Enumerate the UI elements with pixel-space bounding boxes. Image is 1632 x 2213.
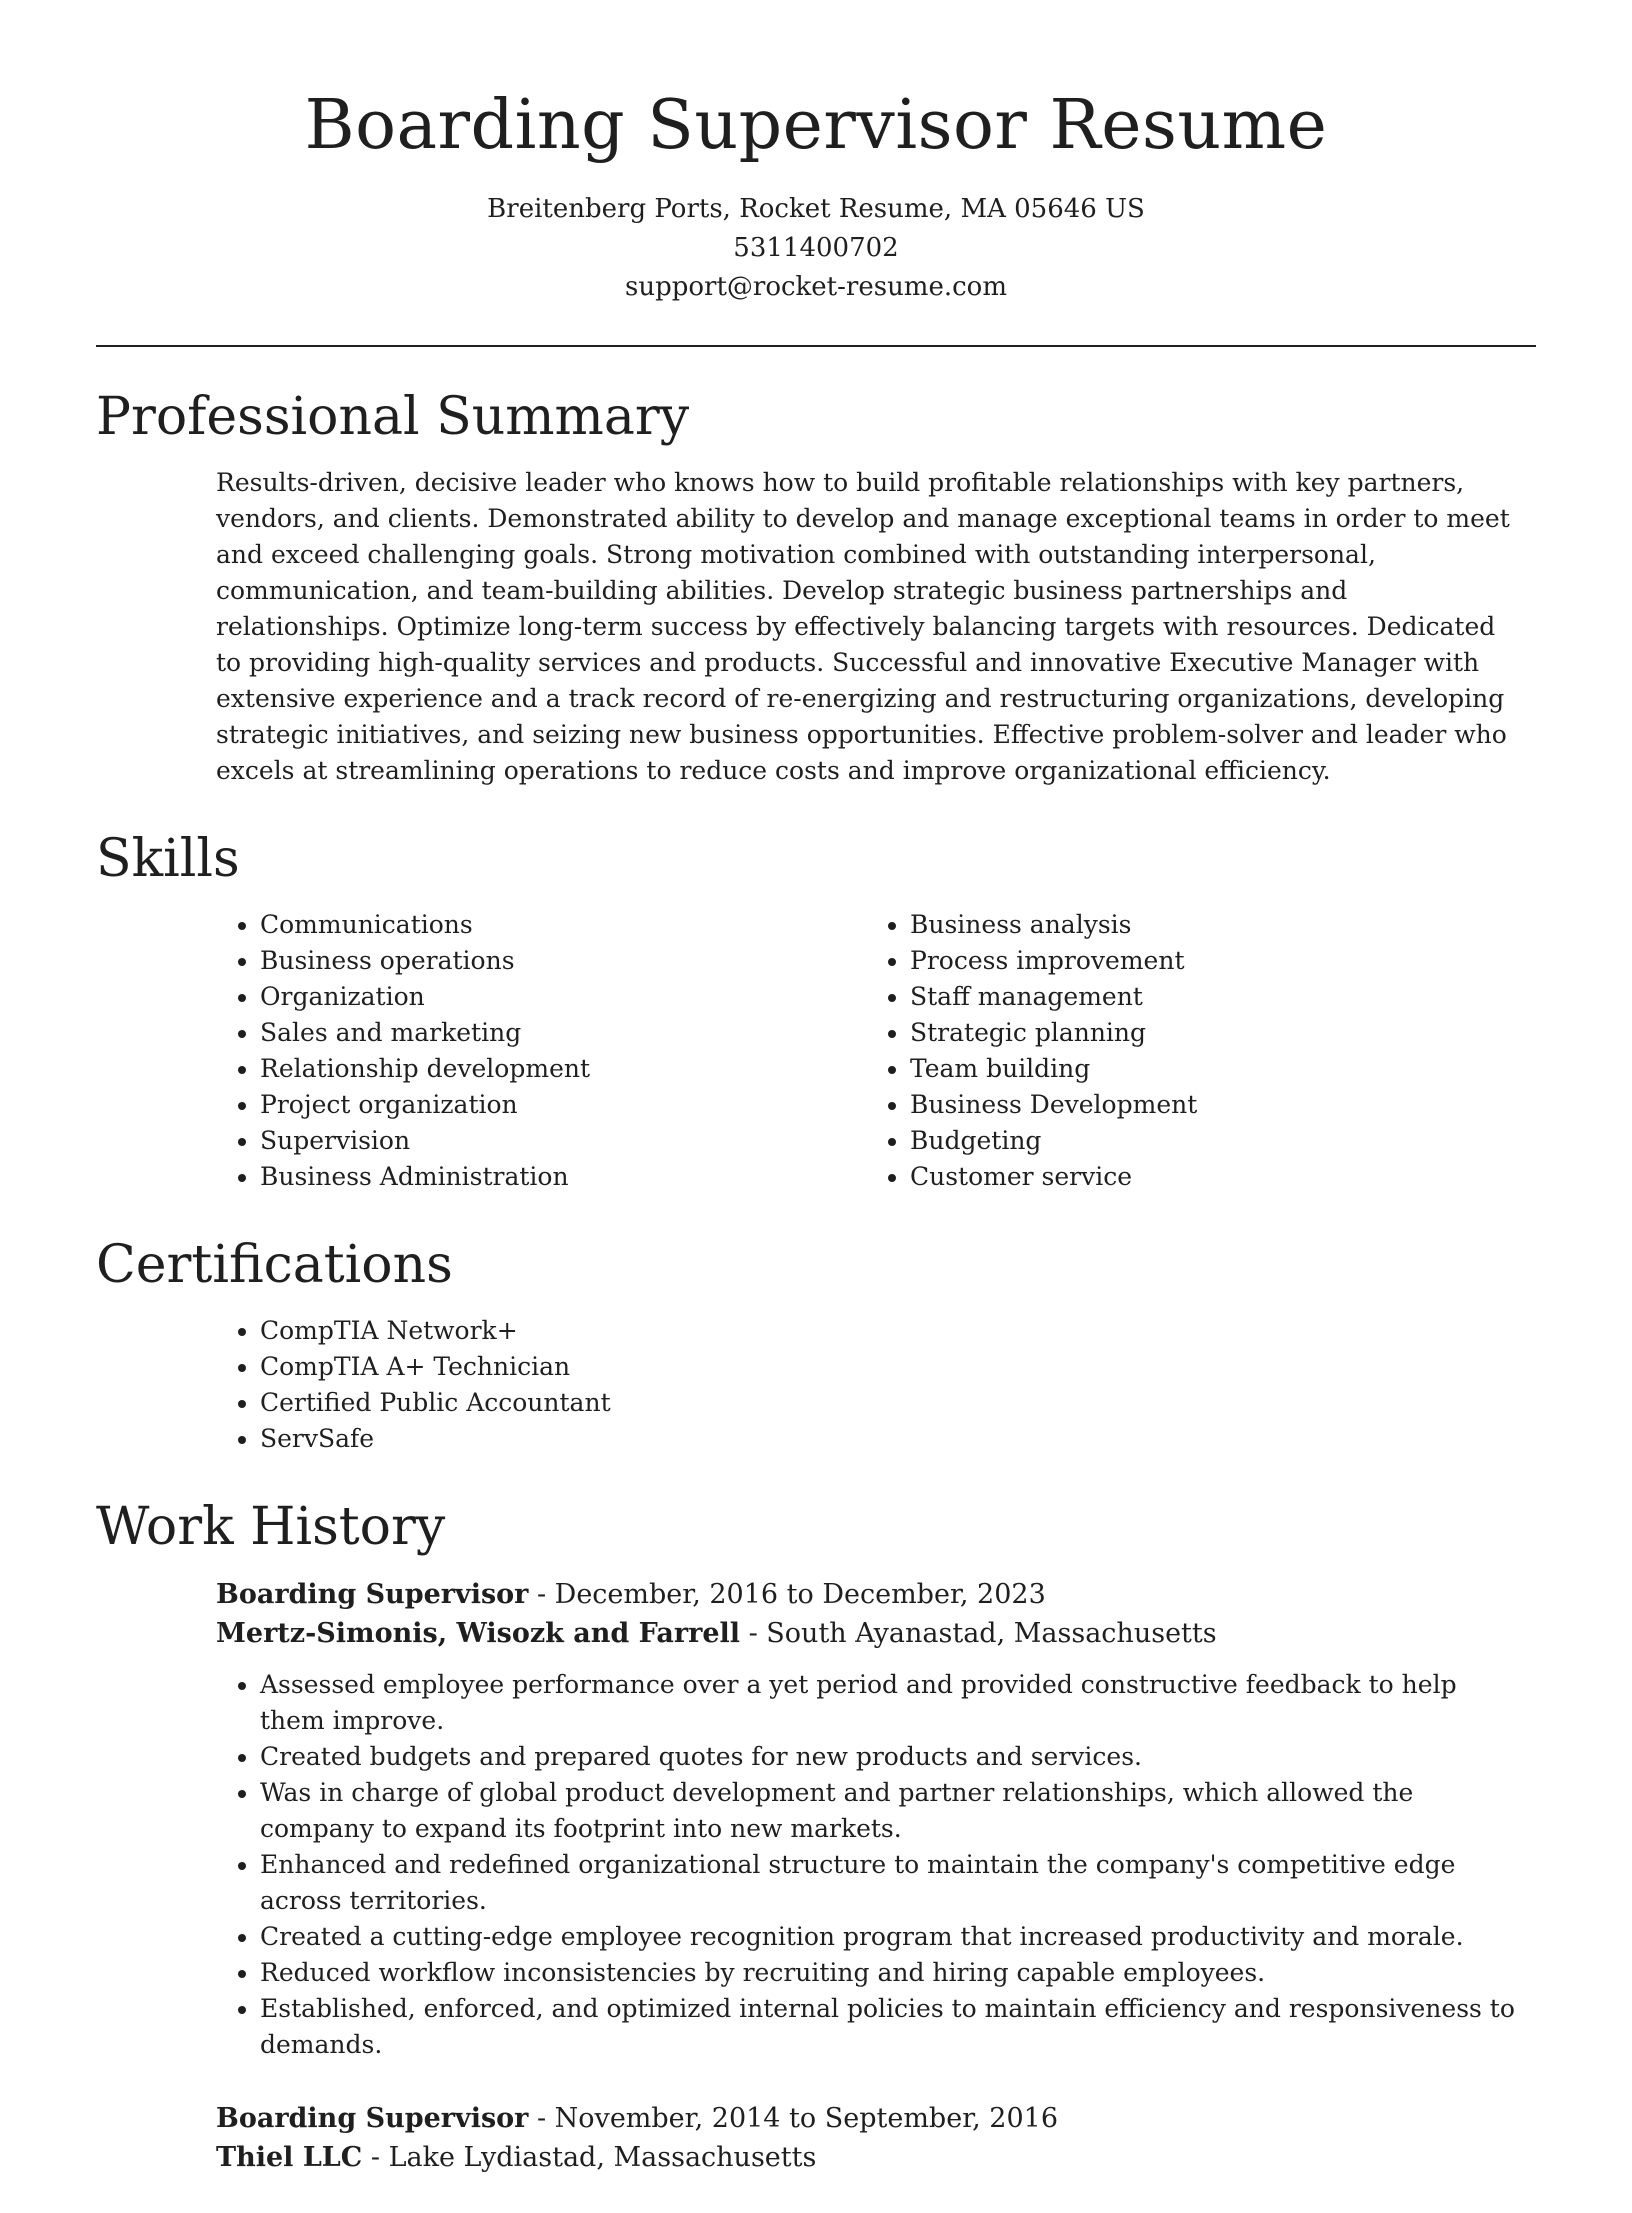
contact-phone: 5311400702 bbox=[733, 233, 899, 263]
work-history-body bbox=[216, 1575, 1516, 2177]
job-duty-item: • Enhanced and redefined organizational structure to maintain the company's competitive edge across territories. bbox=[260, 1847, 1516, 1919]
skill-item: • Communications bbox=[260, 907, 866, 943]
job-title-line bbox=[216, 1575, 1516, 1614]
job-entry bbox=[216, 2099, 1516, 2177]
skill-item: • Project organization bbox=[260, 1087, 866, 1123]
contact-info bbox=[96, 190, 1536, 307]
skills-heading: Skills bbox=[96, 829, 240, 889]
job-entry bbox=[216, 1575, 1516, 2063]
skill-item: • Staff management bbox=[910, 979, 1516, 1015]
job-duty-item: • Created budgets and prepared quotes for new products and services. bbox=[260, 1739, 1516, 1775]
certifications-body bbox=[216, 1313, 1516, 1457]
skills-column-right bbox=[866, 907, 1516, 1195]
skill-item: • Process improvement bbox=[910, 943, 1516, 979]
job-title: Boarding Supervisor bbox=[216, 1579, 529, 1610]
job-duty-item: • Reduced workflow inconsistencies by recruiting and hiring capable employees. bbox=[260, 1955, 1516, 1991]
summary-text: Results-driven, decisive leader who knows how to build profitable relationships with key partners, vendors, and clients. Demonstrated ability to develop and manage exceptional teams in order to meet and exceed challenging goals. Strong motivation combined with outstanding interpersonal, communication, and team-building abilities. Develop strategic business partnerships and relationships. Optimize long-term success by effectively balancing targets with resources. Dedicated to providing high-quality services and products. Successful and innovative Executive Manager with extensive experience and a track record of re-energizing and restructuring organizations, developing strategic initiatives, and seizing new business opportunities. Effective problem-solver and leader who excels at streamlining operations to reduce costs and improve organizational efficiency. bbox=[216, 468, 1510, 785]
summary-body bbox=[216, 465, 1516, 789]
job-title: Boarding Supervisor bbox=[216, 2103, 529, 2134]
contact-address: Breitenberg Ports, Rocket Resume, MA 05646 US bbox=[487, 194, 1145, 224]
certification-item: • Certified Public Accountant bbox=[260, 1385, 1516, 1421]
job-duty-item: • Assessed employee performance over a yet period and provided constructive feedback to help them improve. bbox=[260, 1667, 1516, 1739]
job-title-line bbox=[216, 2099, 1516, 2138]
skill-item: • Organization bbox=[260, 979, 866, 1015]
job-location: - South Ayanastad, Massachusetts bbox=[740, 1618, 1217, 1649]
header-divider bbox=[96, 345, 1536, 347]
certifications-heading: Certifications bbox=[96, 1235, 453, 1295]
skill-item: • Relationship development bbox=[260, 1051, 866, 1087]
skill-item: • Supervision bbox=[260, 1123, 866, 1159]
job-location: - Lake Lydiastad, Massachusetts bbox=[362, 2142, 817, 2173]
skill-item: • Business operations bbox=[260, 943, 866, 979]
skills-list bbox=[216, 907, 1516, 1195]
resume-title: Boarding Supervisor Resume bbox=[304, 86, 1328, 165]
skill-item: • Team building bbox=[910, 1051, 1516, 1087]
skill-item: • Budgeting bbox=[910, 1123, 1516, 1159]
skill-item: • Customer service bbox=[910, 1159, 1516, 1195]
certification-item: • CompTIA Network+ bbox=[260, 1313, 1516, 1349]
work-history-heading: Work History bbox=[96, 1497, 446, 1557]
job-duty-item: • Was in charge of global product development and partner relationships, which allowed the company to expand its footprint into new markets. bbox=[260, 1775, 1516, 1847]
resume-page bbox=[96, 0, 1536, 2213]
job-dates: - December, 2016 to December, 2023 bbox=[528, 1579, 1046, 1610]
summary-heading: Professional Summary bbox=[96, 387, 690, 447]
job-company-line bbox=[216, 2138, 1516, 2177]
job-company: Thiel LLC bbox=[216, 2142, 363, 2173]
skill-item: • Business Development bbox=[910, 1087, 1516, 1123]
job-duties-list bbox=[216, 1667, 1516, 2063]
skill-item: • Business analysis bbox=[910, 907, 1516, 943]
resume-header bbox=[96, 0, 1536, 307]
contact-email: support@rocket-resume.com bbox=[624, 272, 1007, 302]
job-duty-item: • Established, enforced, and optimized internal policies to maintain efficiency and responsiveness to demands. bbox=[260, 1991, 1516, 2063]
skill-item: • Strategic planning bbox=[910, 1015, 1516, 1051]
skills-column-left bbox=[216, 907, 866, 1195]
skill-item: • Business Administration bbox=[260, 1159, 866, 1195]
job-company: Mertz-Simonis, Wisozk and Farrell bbox=[216, 1618, 741, 1649]
certification-item: • ServSafe bbox=[260, 1421, 1516, 1457]
certifications-list bbox=[216, 1313, 1516, 1457]
job-duty-item: • Created a cutting-edge employee recognition program that increased productivity and morale. bbox=[260, 1919, 1516, 1955]
skill-item: • Sales and marketing bbox=[260, 1015, 866, 1051]
job-dates: - November, 2014 to September, 2016 bbox=[528, 2103, 1059, 2134]
job-company-line bbox=[216, 1614, 1516, 1653]
certification-item: • CompTIA A+ Technician bbox=[260, 1349, 1516, 1385]
